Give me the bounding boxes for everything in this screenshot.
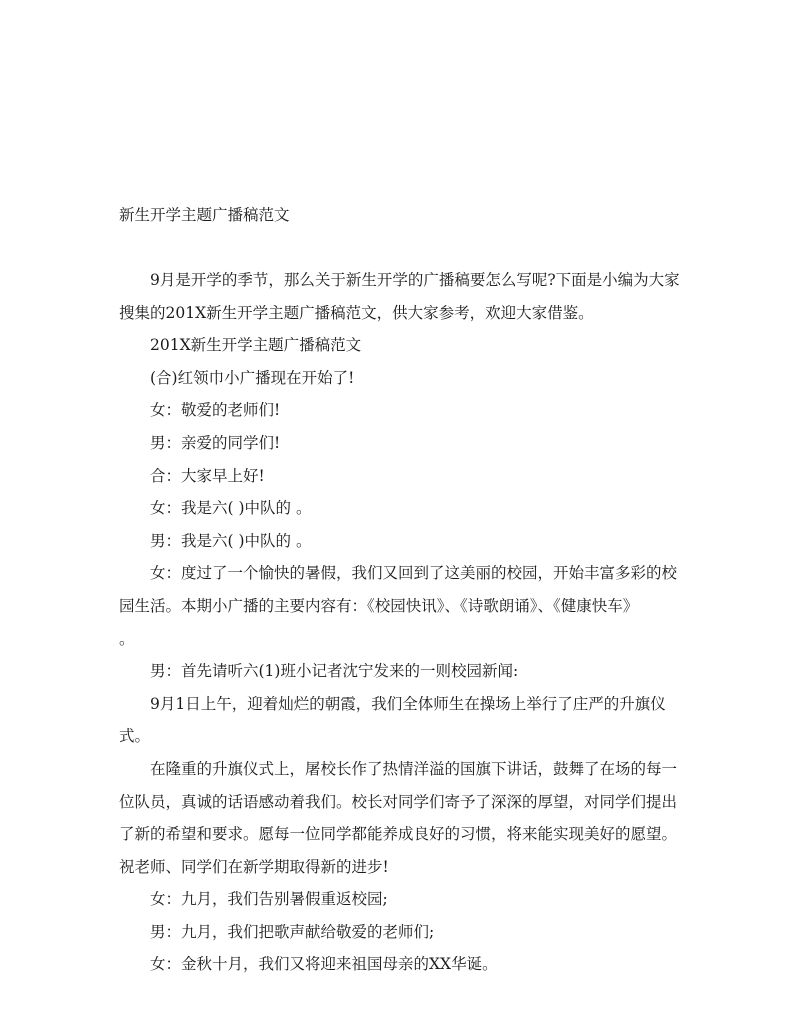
paragraph: 9月1日上午，迎着灿烂的朝霞，我们全体师生在操场上举行了庄严的升旗仪式。 (119, 694, 666, 746)
paragraph: 在隆重的升旗仪式上，屠校长作了热情洋溢的国旗下讲话，鼓舞了在场的每一位队员，真诚的话语感动着我们。校长对同学们寄予了深深的厚望，对同学们提出了新的希望和要求。愿每一位同学都能养成良好的习惯，将来能实现美好的愿望。祝老师、同学们在新学期取得新的进步! (119, 759, 678, 876)
paragraph: 男：九月，我们把歌声献给敬爱的老师们; (150, 922, 435, 941)
paragraph: 女：我是六( )中队的 。 (150, 499, 312, 518)
document-body (119, 264, 685, 981)
paragraph: 女：九月，我们告别暑假重返校园; (150, 890, 388, 909)
paragraph: 。 (119, 629, 135, 648)
paragraph: 男：首先请听六(1)班小记者沈宁发来的一则校园新闻: (150, 662, 519, 681)
paragraph: 女：敬爱的老师们! (150, 401, 281, 420)
paragraph: (合)红领巾小广播现在开始了! (150, 368, 355, 387)
paragraph: 9月是开学的季节，那么关于新生开学的广播稿要怎么写呢?下面是小编为大家搜集的201X新生开学主题广播稿范文，供大家参考，欢迎大家借鉴。 (119, 271, 680, 322)
paragraph: 201X新生开学主题广播稿范文 (150, 336, 362, 355)
paragraph: 男：我是六( )中队的 。 (150, 531, 312, 550)
document-title: 新生开学主题广播稿范文 (119, 206, 290, 224)
paragraph: 男：亲爱的同学们! (150, 433, 281, 452)
paragraph: 合：大家早上好! (150, 466, 265, 485)
paragraph: 女：度过了一个愉快的暑假，我们又回到了这美丽的校园，开始丰富多彩的校园生活。本期小广播的主要内容有：《校园快讯》、《诗歌朗诵》、《健康快车》 (119, 564, 678, 615)
paragraph: 女：金秋十月，我们又将迎来祖国母亲的XX华诞。 (150, 955, 498, 974)
